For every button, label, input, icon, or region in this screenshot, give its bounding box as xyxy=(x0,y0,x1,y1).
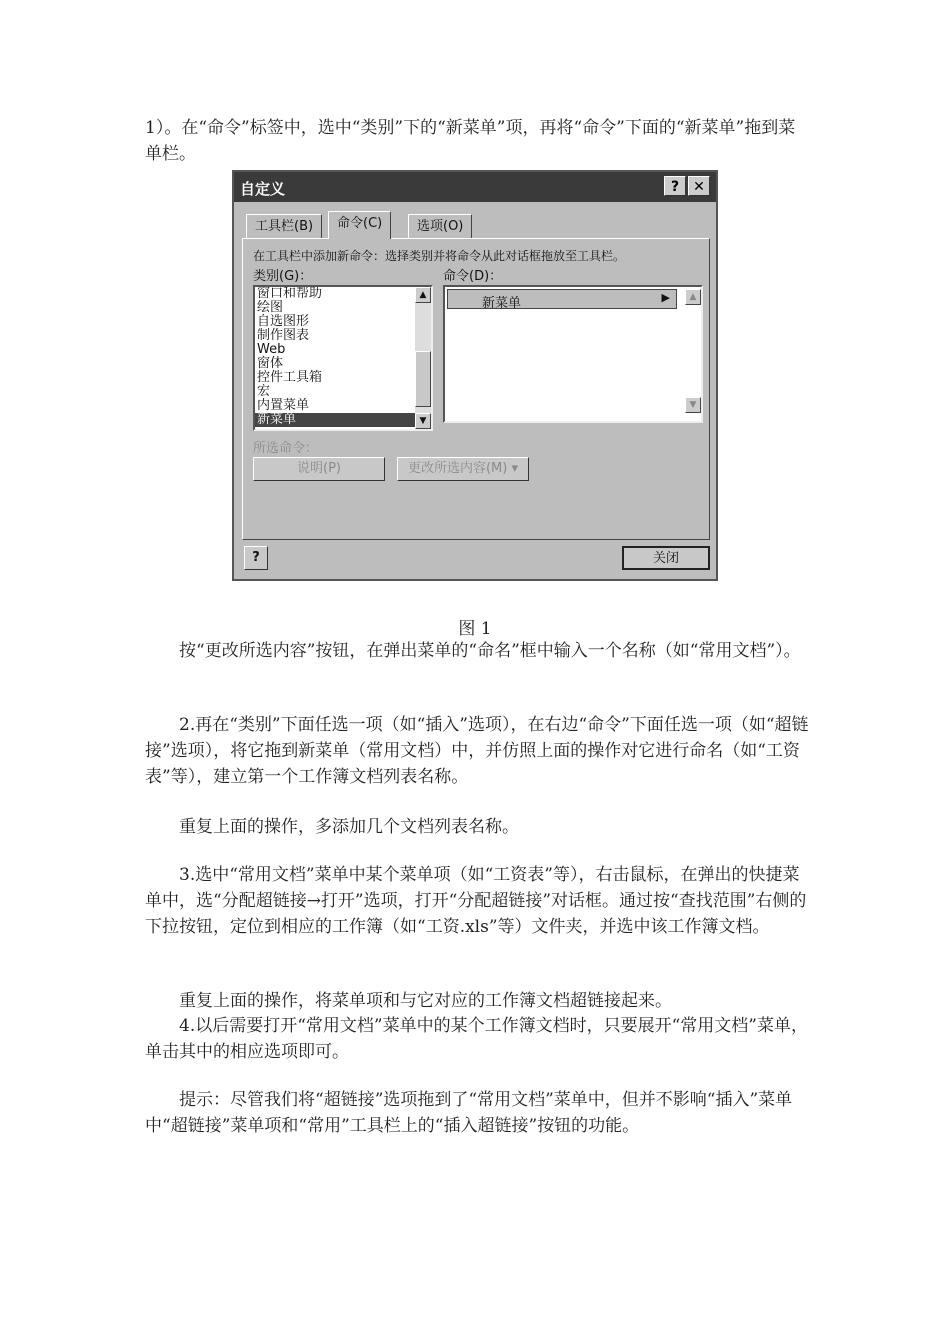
categories-list xyxy=(255,287,431,427)
figure-caption: 图 1 xyxy=(458,619,492,639)
list-item[interactable]: 绘图 xyxy=(257,300,284,315)
commands-scrollbar[interactable] xyxy=(685,287,701,421)
list-item[interactable]: 制作图表 xyxy=(257,328,310,343)
customize-dialog xyxy=(232,170,718,581)
scroll-up-icon[interactable]: ▲ xyxy=(415,287,431,303)
paragraph-2: 2.再在“类别”下面任选一项（如“插入”选项），在右边“命令”下面任选一项（如“超链接”选项），将它拖到新菜单（常用文档）中，并仿照上面的操作对它进行命名（如“工资表”等），建立第一个工作簿文档列表名称。 xyxy=(145,715,809,787)
paragraph-5: 重复上面的操作，将菜单项和与它对应的工作簿文档超链接起来。 xyxy=(145,991,672,1011)
list-item[interactable]: 内置菜单 xyxy=(257,398,310,413)
list-item[interactable]: 窗口和帮助 xyxy=(257,286,323,301)
scroll-down-icon[interactable]: ▼ xyxy=(415,413,431,429)
list-item[interactable]: 宏 xyxy=(257,384,271,399)
close-icon[interactable]: ✕ xyxy=(688,176,710,196)
categories-listbox[interactable] xyxy=(253,285,433,431)
description-button[interactable]: 说明(P) xyxy=(253,457,385,481)
list-item[interactable]: 窗体 xyxy=(257,356,284,371)
list-item[interactable]: 自选图形 xyxy=(257,314,310,329)
scroll-thumb[interactable] xyxy=(415,351,431,407)
list-item[interactable]: 新菜单 xyxy=(255,413,431,427)
paragraph-intro: 1）。在“命令”标签中，选中“类别”下的“新菜单”项，再将“命令”下面的“新菜单”拖到菜单栏。 xyxy=(145,118,796,164)
submenu-arrow-icon: ▶ xyxy=(661,291,670,304)
categories-scrollbar[interactable] xyxy=(415,287,431,429)
modify-selection-button[interactable] xyxy=(397,457,529,481)
dialog-title: 自定义 xyxy=(240,180,286,198)
dropdown-arrow-icon: ▾ xyxy=(511,461,519,476)
paragraph-4: 3.选中“常用文档”菜单中某个菜单项（如“工资表”等），右击鼠标，在弹出的快捷菜单中，选“分配超链接→打开”选项，打开“分配超链接”对话框。通过按“查找范围”右侧的下拉按钮，定位到相应的工作簿（如“工资.xls”等）文件夹，并选中该工作簿文档。 xyxy=(145,865,807,937)
list-item[interactable]: Web xyxy=(257,342,286,357)
dialog-titlebar xyxy=(234,172,716,202)
help-icon[interactable]: ? xyxy=(664,176,686,196)
selected-command-label: 所选命令： xyxy=(253,441,319,456)
commands-label: 命令(D)： xyxy=(443,269,503,284)
paragraph-6: 4.以后需要打开“常用文档”菜单中的某个工作簿文档时，只要展开“常用文档”菜单，单击其中的相应选项即可。 xyxy=(145,1016,808,1062)
commands-panel xyxy=(242,238,710,540)
list-item[interactable]: 控件工具箱 xyxy=(257,370,323,385)
scroll-down-icon[interactable]: ▼ xyxy=(685,397,701,413)
command-item-label: 新菜单 xyxy=(482,296,522,311)
paragraph-3: 重复上面的操作，多添加几个文档列表名称。 xyxy=(145,817,519,837)
tab-commands[interactable]: 命令(C) xyxy=(328,211,391,239)
modify-selection-label: 更改所选内容(M) xyxy=(407,461,508,476)
scroll-up-icon[interactable]: ▲ xyxy=(685,289,701,305)
context-help-icon[interactable]: ? xyxy=(244,546,268,570)
close-button[interactable]: 关闭 xyxy=(622,546,710,570)
tab-options[interactable]: 选项(O) xyxy=(408,214,472,239)
commands-listbox[interactable] xyxy=(443,285,703,423)
categories-label: 类别(G)： xyxy=(253,269,313,284)
command-item-new-menu[interactable] xyxy=(447,289,677,309)
paragraph-7: 提示：尽管我们将“超链接”选项拖到了“常用文档”菜单中，但并不影响“插入”菜单中“超链接”菜单项和“常用”工具栏上的“插入超链接”按钮的功能。 xyxy=(145,1090,793,1136)
tab-toolbars[interactable]: 工具栏(B) xyxy=(246,214,322,239)
instruction-text: 在工具栏中添加新命令：选择类别并将命令从此对话框拖放至工具栏。 xyxy=(253,249,626,263)
paragraph-1: 按“更改所选内容”按钮，在弹出菜单的“命名”框中输入一个名称（如“常用文档”）。 xyxy=(145,641,801,661)
